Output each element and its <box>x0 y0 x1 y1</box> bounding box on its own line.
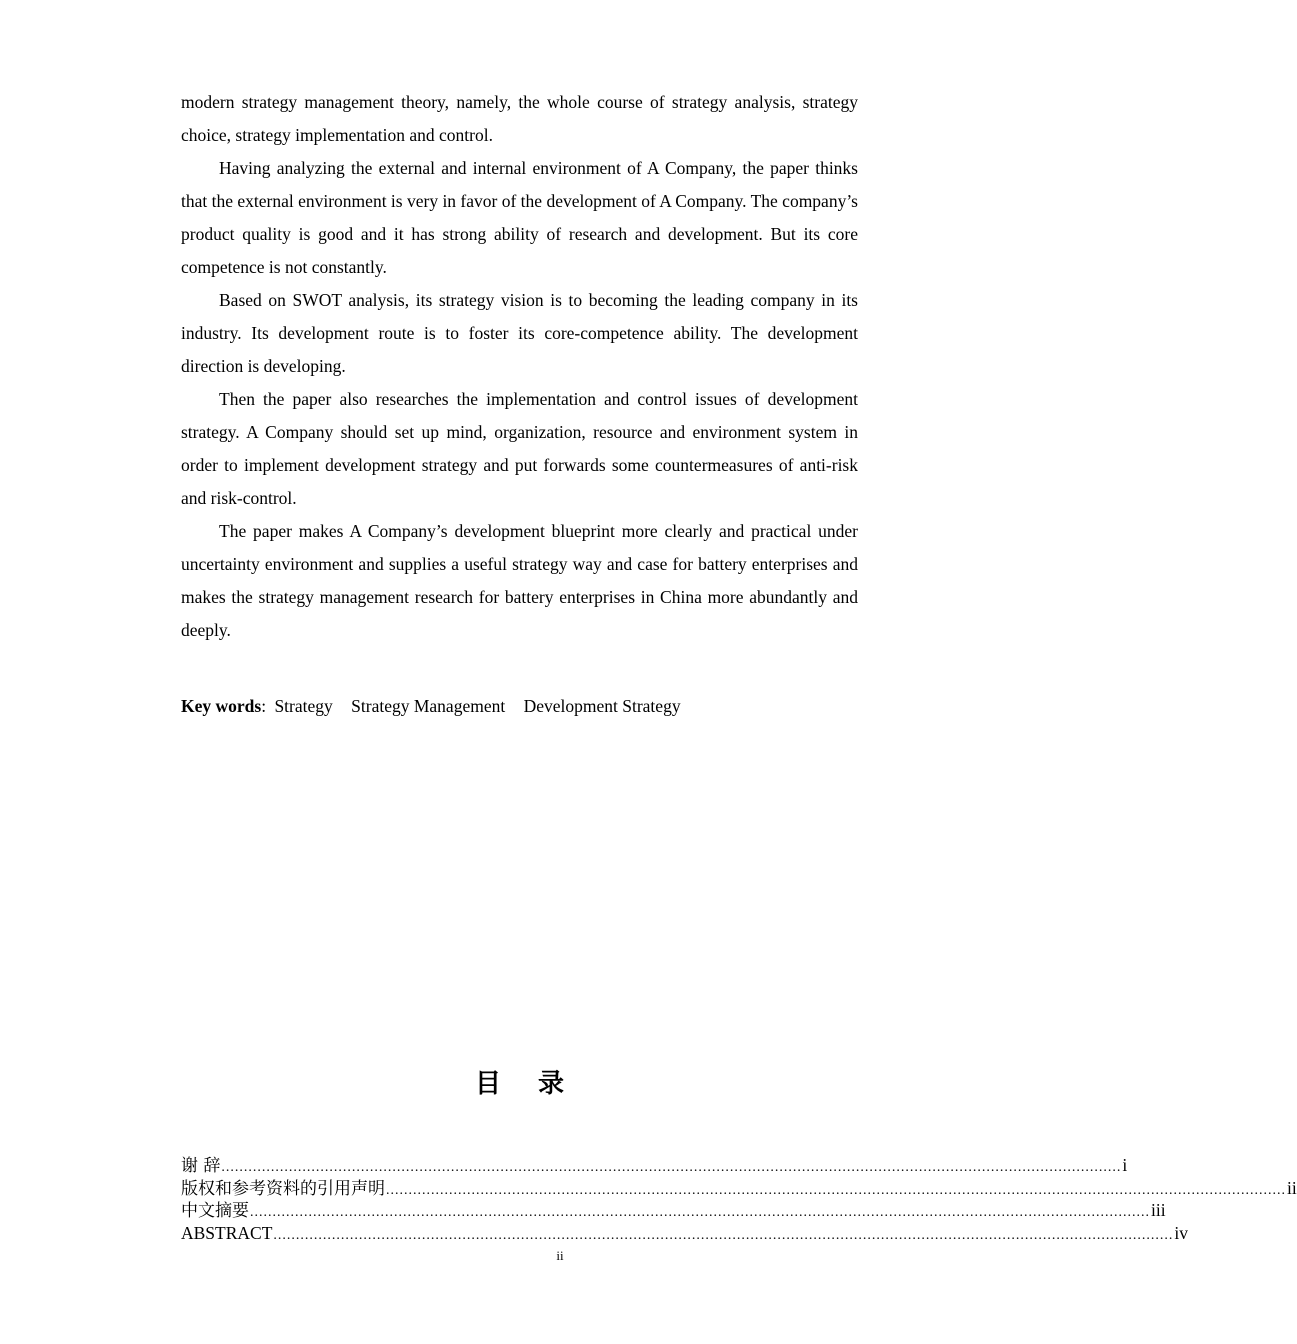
abstract-paragraph: Having analyzing the external and internal environment of A Company, the paper thinks that the external environment is very in favor of the development of A Company. The company’s product quality is good and it has strong ability of research and development. But its core competence is not constantly. <box>181 158 858 277</box>
page-number: ii <box>556 1248 564 1263</box>
keywords-separator: : <box>261 696 267 716</box>
toc-entry-label: 谢 辞 <box>181 1156 221 1176</box>
toc-entry-page: ii <box>1287 1177 1297 1198</box>
toc-leader-dots: ........................................................................................................................................................................................................ <box>221 1160 1122 1175</box>
toc-leader-dots: ........................................................................................................................................................................................................ <box>273 1227 1174 1243</box>
toc-leader-dots: ........................................................................................................................................................................................................ <box>250 1205 1150 1220</box>
toc-entry-page: iv <box>1174 1222 1189 1243</box>
abstract-paragraph: Based on SWOT analysis, its strategy vision is to becoming the leading company in its industry. Its development route is to foster its core-competence ability. The development direction is developing. <box>181 290 858 376</box>
toc-title: 目 录 <box>474 1069 579 1099</box>
table-of-contents <box>181 1154 1297 1244</box>
toc-entry[interactable] <box>181 1177 1297 1200</box>
abstract-paragraph: Then the paper also researches the implementation and control issues of development strategy. A Company should set up mind, organization, resource and environment system in order to implement development strategy and put forwards some countermeasures of anti-risk and risk-control. <box>181 389 858 508</box>
toc-entry-label: ABSTRACT <box>181 1222 273 1243</box>
keyword-item: Development Strategy <box>523 696 681 716</box>
toc-entry[interactable] <box>181 1199 1166 1222</box>
toc-leader-dots: ........................................................................................................................................................................................................ <box>386 1182 1286 1198</box>
keyword-item: Strategy Management <box>351 696 506 716</box>
keywords-label: Key words <box>181 696 262 716</box>
abstract-paragraph: modern strategy management theory, namely, the whole course of strategy analysis, strategy choice, strategy implementation and control. <box>181 92 858 145</box>
toc-entry-label: 中文摘要 <box>181 1201 249 1221</box>
toc-entry-page: i <box>1122 1155 1128 1175</box>
toc-entry[interactable] <box>181 1222 1189 1245</box>
toc-entry-page: iii <box>1151 1200 1166 1220</box>
abstract-body <box>181 86 858 647</box>
keyword-item: Strategy <box>274 696 333 716</box>
abstract-paragraph: The paper makes A Company’s development blueprint more clearly and practical under uncertainty environment and supplies a useful strategy way and case for battery enterprises and makes the strategy management research for battery enterprises in China more abundantly and deeply. <box>181 521 858 640</box>
toc-entry-label: 版权和参考资料的引用声明 <box>181 1178 385 1199</box>
keywords-line <box>181 690 858 723</box>
toc-entry[interactable] <box>181 1154 1128 1177</box>
